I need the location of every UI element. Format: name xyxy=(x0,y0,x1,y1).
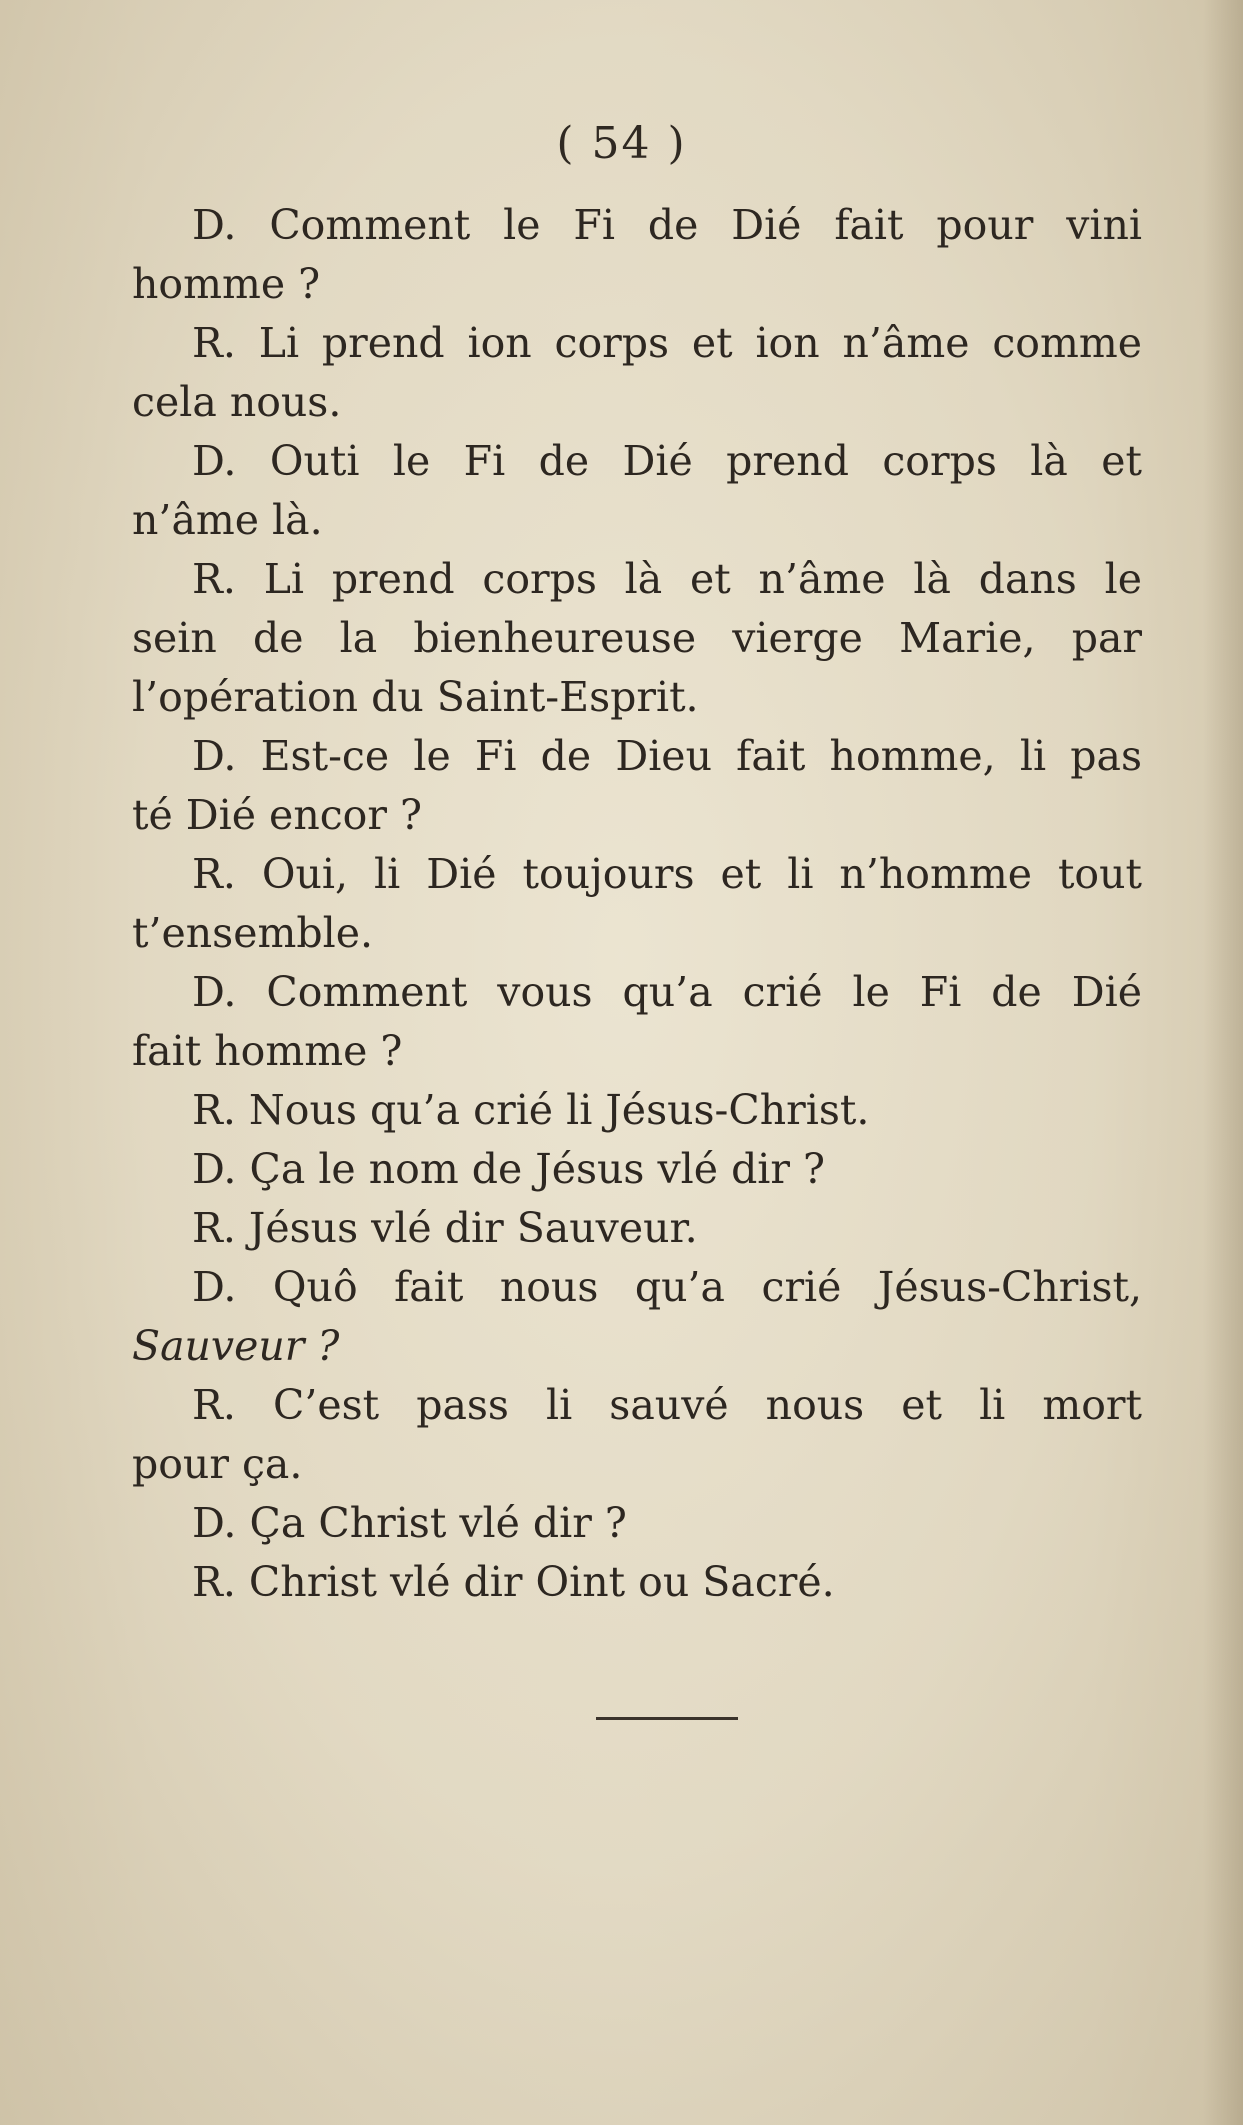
text-line: R. C’est pass li sauvé nous et li mort xyxy=(192,1381,1142,1429)
text-line: D. Comment le Fi de Dié fait pour vini xyxy=(192,201,1142,249)
text-line: n’âme là. xyxy=(132,496,323,544)
text-line: D. Ça le nom de Jésus vlé dir ? xyxy=(192,1145,826,1193)
text-line: D. Ça Christ vlé dir ? xyxy=(192,1499,627,1547)
text-line: fait homme ? xyxy=(132,1027,403,1075)
text-line: sein de la bienheureuse vierge Marie, par xyxy=(132,614,1142,662)
text-line: té Dié encor ? xyxy=(132,791,422,839)
text-line: D. Comment vous qu’a crié le Fi de Dié xyxy=(192,968,1142,1016)
text-line: l’opération du Saint-Esprit. xyxy=(132,673,699,721)
page-edge-shadow xyxy=(1203,0,1243,2125)
text-line: homme ? xyxy=(132,260,321,308)
text-line: D. Est-ce le Fi de Dieu fait homme, li pas xyxy=(192,732,1142,780)
text-line: R. Christ vlé dir Oint ou Sacré. xyxy=(192,1558,835,1606)
page-number: ( 54 ) xyxy=(556,118,687,169)
text-line: D. Quô fait nous qu’a crié Jésus-Christ, xyxy=(192,1263,1142,1311)
text-line: R. Jésus vlé dir Sauveur. xyxy=(192,1204,698,1252)
text-line: t’ensemble. xyxy=(132,909,374,957)
text-line: pour ça. xyxy=(132,1440,303,1488)
text-line: R. Nous qu’a crié li Jésus-Christ. xyxy=(192,1086,870,1134)
text-line: R. Li prend corps là et n’âme là dans le xyxy=(192,555,1142,603)
text-line: R. Oui, li Dié toujours et li n’homme tout xyxy=(192,850,1142,898)
closing-rule xyxy=(596,1717,738,1720)
text-line: D. Outi le Fi de Dié prend corps là et xyxy=(192,437,1142,485)
catechism-text xyxy=(132,196,1142,1612)
text-line: cela nous. xyxy=(132,378,342,426)
text-line: Sauveur ? xyxy=(132,1322,340,1370)
text-line: R. Li prend ion corps et ion n’âme comme xyxy=(192,319,1142,367)
